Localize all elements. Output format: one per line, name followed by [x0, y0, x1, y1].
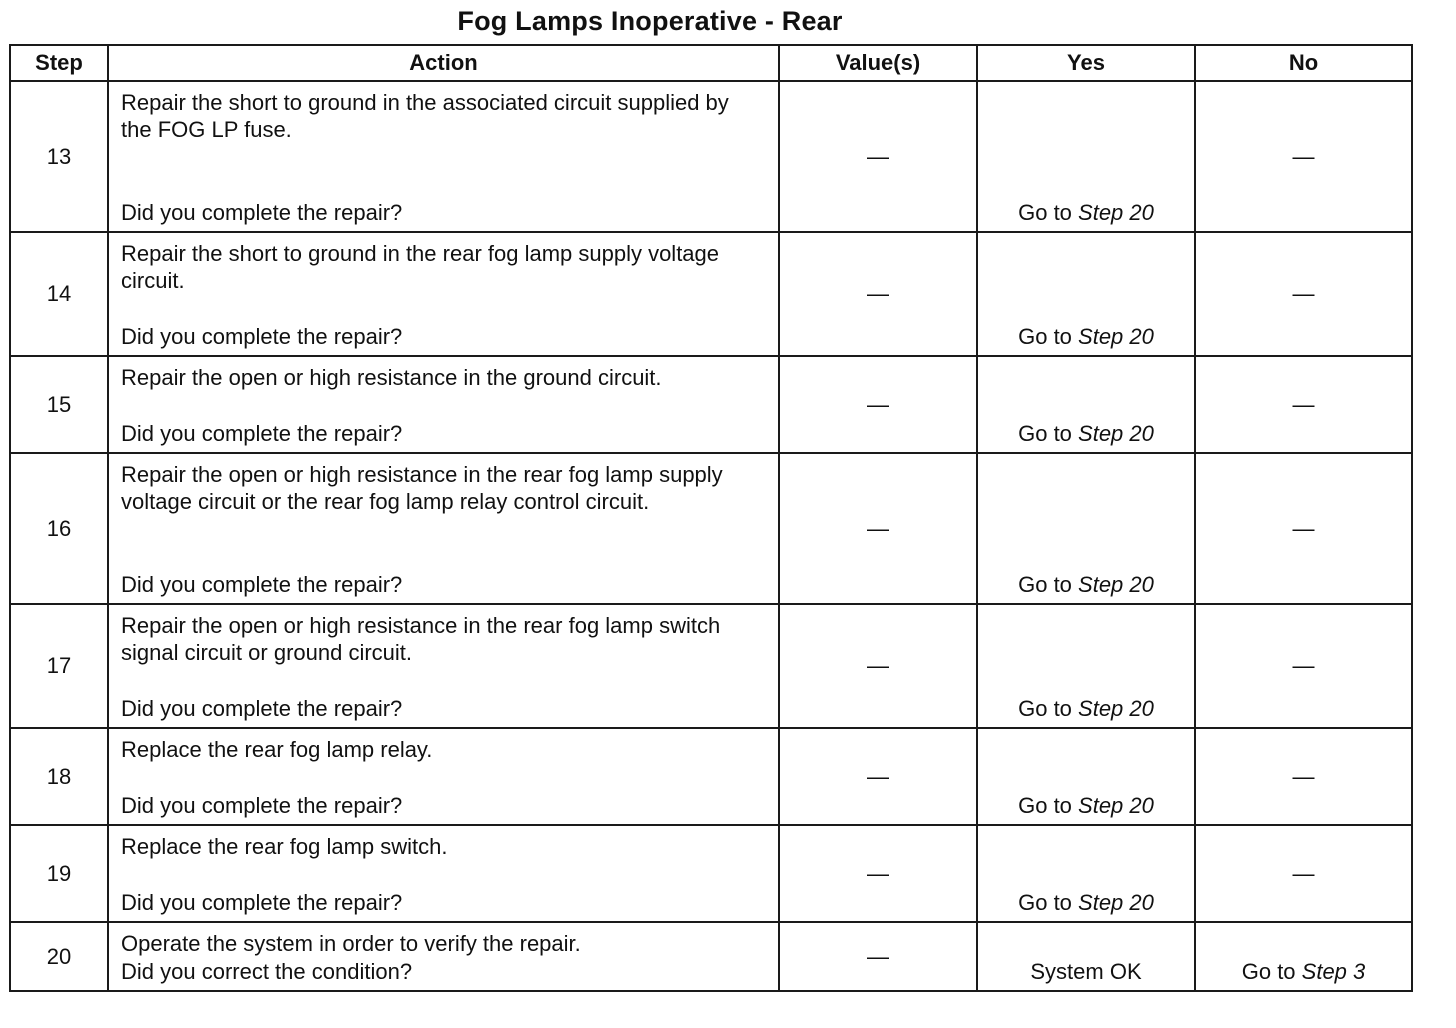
yes-prefix: Go to: [1018, 793, 1079, 818]
table-row: [10, 81, 1412, 232]
action-cell: [108, 81, 779, 232]
step-number: 19: [10, 825, 108, 922]
header-no: No: [1195, 45, 1412, 81]
yes-prefix: Go to: [1018, 200, 1079, 225]
header-yes: Yes: [977, 45, 1195, 81]
yes-step-link[interactable]: Step 20: [1078, 890, 1154, 915]
action-cell: [108, 453, 779, 604]
action-cell: [108, 922, 779, 991]
step-number: 13: [10, 81, 108, 232]
header-values: Value(s): [779, 45, 977, 81]
value-cell: —: [779, 356, 977, 453]
step-number: 15: [10, 356, 108, 453]
action-question: Did you complete the repair?: [121, 696, 403, 721]
yes-cell: [977, 81, 1195, 232]
action-text: Operate the system in order to verify the repair.: [121, 931, 581, 956]
no-prefix: —: [1292, 391, 1315, 417]
no-prefix: —: [1292, 860, 1315, 886]
table-row: [10, 232, 1412, 356]
table-row: [10, 604, 1412, 728]
action-text: Repair the open or high resistance in the ground circuit.: [121, 365, 662, 390]
yes-cell: [977, 232, 1195, 356]
header-step: Step: [10, 45, 108, 81]
yes-cell: [977, 453, 1195, 604]
header-row: [10, 45, 1412, 81]
yes-step-link[interactable]: Step 20: [1078, 696, 1154, 721]
value-cell: —: [779, 604, 977, 728]
no-prefix: —: [1292, 281, 1315, 306]
yes-cell: [977, 604, 1195, 728]
no-prefix: —: [1292, 515, 1315, 541]
step-number: 20: [10, 922, 108, 991]
no-cell: [1195, 825, 1412, 922]
no-cell: [1195, 232, 1412, 356]
yes-step-link[interactable]: Step 20: [1078, 324, 1154, 349]
action-cell: [108, 728, 779, 825]
header-action: Action: [108, 45, 779, 81]
no-cell: [1195, 922, 1412, 991]
action-text: Replace the rear fog lamp switch.: [121, 834, 448, 859]
action-text: Repair the open or high resistance in the rear fog lamp supply voltage circuit or the rear fog lamp relay control circuit.: [121, 462, 723, 514]
yes-prefix: Go to: [1018, 572, 1079, 597]
action-question: Did you complete the repair?: [121, 890, 403, 915]
table-row: [10, 453, 1412, 604]
action-text: Repair the open or high resistance in the rear fog lamp switch signal circuit or ground circuit.: [121, 613, 721, 665]
action-cell: [108, 356, 779, 453]
action-cell: [108, 232, 779, 356]
action-question: Did you complete the repair?: [121, 200, 403, 225]
step-number: 14: [10, 232, 108, 356]
action-cell: [108, 604, 779, 728]
action-question: Did you complete the repair?: [121, 793, 403, 818]
value-cell: —: [779, 453, 977, 604]
no-prefix: Go to: [1241, 959, 1302, 984]
table-row: [10, 825, 1412, 922]
yes-prefix: Go to: [1018, 890, 1079, 915]
no-prefix: —: [1292, 763, 1315, 789]
no-prefix: —: [1292, 653, 1315, 678]
action-cell: [108, 825, 779, 922]
yes-step-link[interactable]: Step 20: [1078, 200, 1154, 225]
step-number: 16: [10, 453, 108, 604]
yes-step-link[interactable]: Step 20: [1078, 421, 1154, 446]
value-cell: —: [779, 825, 977, 922]
no-cell: [1195, 728, 1412, 825]
yes-prefix: System OK: [1030, 959, 1142, 984]
action-question: Did you complete the repair?: [121, 421, 403, 446]
yes-step-link[interactable]: Step 20: [1078, 793, 1154, 818]
yes-prefix: Go to: [1018, 696, 1079, 721]
value-cell: —: [779, 232, 977, 356]
no-step-link[interactable]: Step 3: [1301, 959, 1366, 984]
action-question: Did you complete the repair?: [121, 324, 403, 349]
yes-step-link[interactable]: Step 20: [1078, 572, 1154, 597]
yes-prefix: Go to: [1018, 421, 1079, 446]
action-text: Repair the short to ground in the rear fog lamp supply voltage circuit.: [121, 241, 720, 293]
action-question: Did you complete the repair?: [121, 572, 403, 597]
table-row: [10, 922, 1412, 991]
step-number: 17: [10, 604, 108, 728]
action-text: Repair the short to ground in the associated circuit supplied by the FOG LP fuse.: [121, 90, 729, 142]
action-text: Replace the rear fog lamp relay.: [121, 737, 433, 762]
no-cell: [1195, 356, 1412, 453]
procedure-table: [9, 44, 1413, 992]
no-prefix: —: [1292, 143, 1315, 169]
yes-cell: [977, 825, 1195, 922]
value-cell: —: [779, 922, 977, 991]
table-row: [10, 728, 1412, 825]
value-cell: —: [779, 81, 977, 232]
page-title: Fog Lamps Inoperative - Rear: [457, 6, 843, 36]
yes-cell: [977, 728, 1195, 825]
table-row: [10, 356, 1412, 453]
no-cell: [1195, 453, 1412, 604]
yes-cell: [977, 356, 1195, 453]
step-number: 18: [10, 728, 108, 825]
value-cell: —: [779, 728, 977, 825]
action-question: Did you correct the condition?: [121, 959, 413, 984]
no-cell: [1195, 604, 1412, 728]
yes-prefix: Go to: [1018, 324, 1079, 349]
no-cell: [1195, 81, 1412, 232]
yes-cell: [977, 922, 1195, 991]
